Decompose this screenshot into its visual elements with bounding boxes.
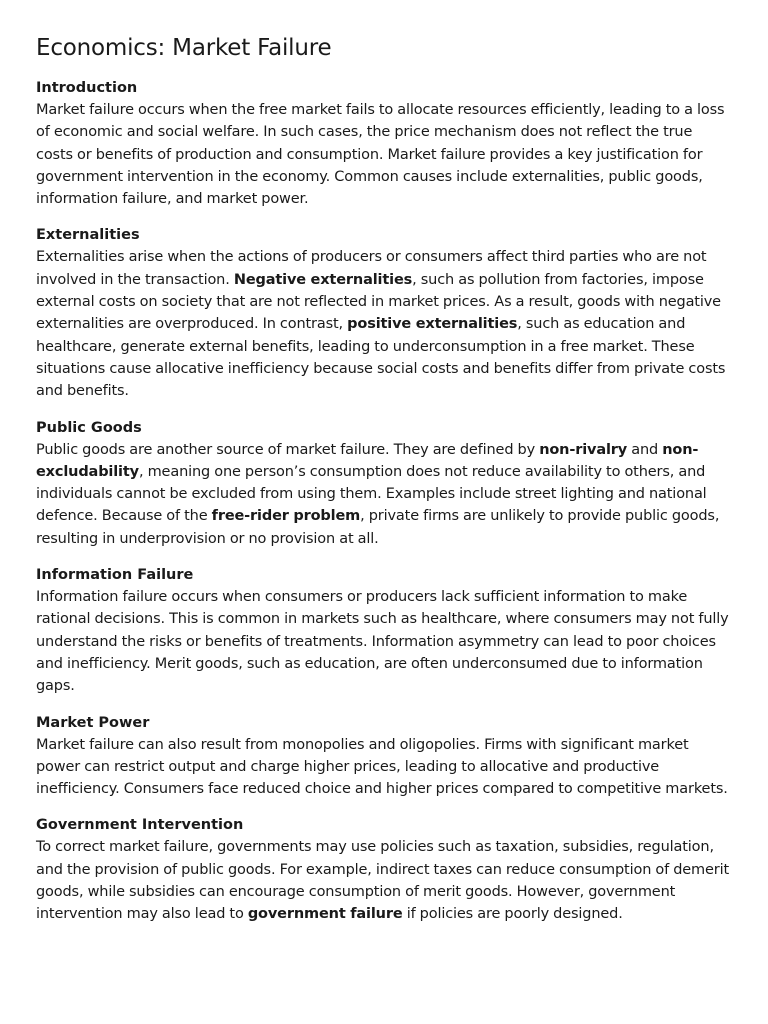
- text-run: Information failure occurs when consumers or producers lack sufficient information to make rational decisions. This is common in markets such as healthcare, where consumers may not fully understand the risks or benefits of treatments. Information asymmetry can lead to poor choices and inefficiency. Merit goods, such as education, are often underconsumed due to information gaps.: [36, 589, 729, 695]
- section-paragraph: [36, 836, 732, 925]
- page-title: Economics: Market Failure: [36, 35, 332, 61]
- section-paragraph: [36, 586, 732, 697]
- text-run: Market failure occurs when the free market fails to allocate resources efficiently, leading to a loss of economic and social welfare. In such cases, the price mechanism does not reflect the true costs or benefits of production and consumption. Market failure provides a key justification for government intervention in the economy. Common causes include externalities, public goods, information failure, and market power.: [36, 102, 725, 208]
- section-heading: Public Goods: [36, 419, 142, 436]
- section-heading: Introduction: [36, 80, 138, 96]
- text-run: , meaning one person’s consumption does not reduce availability to others, and individuals cannot be excluded from using them. Examples include street lighting and national defence. Because of the: [36, 463, 707, 525]
- section-paragraph: [36, 439, 732, 550]
- section-paragraph: [36, 246, 732, 402]
- bold-term: government failure: [247, 906, 403, 923]
- text-run: and: [627, 441, 663, 458]
- section-externalities: [36, 224, 732, 402]
- text-run: To correct market failure, governments may use policies such as taxation, subsidies, regulation, and the provision of public goods. For example, indirect taxes can reduce consumption of demerit goods, while subsidies can encourage consumption of merit goods. However, government intervention may also lead to: [36, 839, 730, 923]
- text-run: Externalities arise when the actions of producers or consumers affect third parties who are not involved in the transaction.: [36, 249, 707, 288]
- text-run: Market failure can also result from monopolies and oligopolies. Firms with significant market power can restrict output and charge higher prices, leading to allocative and productive inefficiency. Consumers face reduced choice and higher prices compared to competitive markets.: [36, 736, 728, 798]
- section-public-goods: [36, 417, 732, 550]
- section-introduction: [36, 77, 732, 210]
- section-heading: Information Failure: [36, 567, 194, 584]
- section-market-power: [36, 712, 732, 801]
- bold-term: non-excludability: [36, 441, 699, 480]
- text-run: , such as pollution from factories, impose external costs on society that are not reflected in market prices. As a result, goods with negative externalities are overproduced. In contrast,: [36, 271, 721, 333]
- section-information-failure: [36, 564, 732, 697]
- section-government-intervention: [36, 814, 732, 925]
- text-run: Public goods are another source of market failure. They are defined by: [36, 441, 540, 458]
- text-run: , such as education and healthcare, generate external benefits, leading to underconsumption in a free market. These situations cause allocative inefficiency because social costs and benefits differ from private costs and benefits.: [36, 316, 726, 400]
- section-paragraph: [36, 99, 732, 210]
- text-run: if policies are poorly designed.: [402, 906, 623, 923]
- document-body: [36, 77, 732, 926]
- section-heading: Government Intervention: [36, 817, 244, 834]
- bold-term: Negative externalities: [233, 271, 413, 288]
- bold-term: free-rider problem: [211, 508, 361, 525]
- section-heading: Market Power: [36, 714, 150, 731]
- bold-term: non-rivalry: [539, 441, 628, 458]
- bold-term: positive externalities: [347, 316, 518, 333]
- section-paragraph: [36, 734, 732, 801]
- section-heading: Externalities: [36, 227, 140, 244]
- text-run: , private firms are unlikely to provide public goods, resulting in underprovision or no provision at all.: [36, 508, 720, 547]
